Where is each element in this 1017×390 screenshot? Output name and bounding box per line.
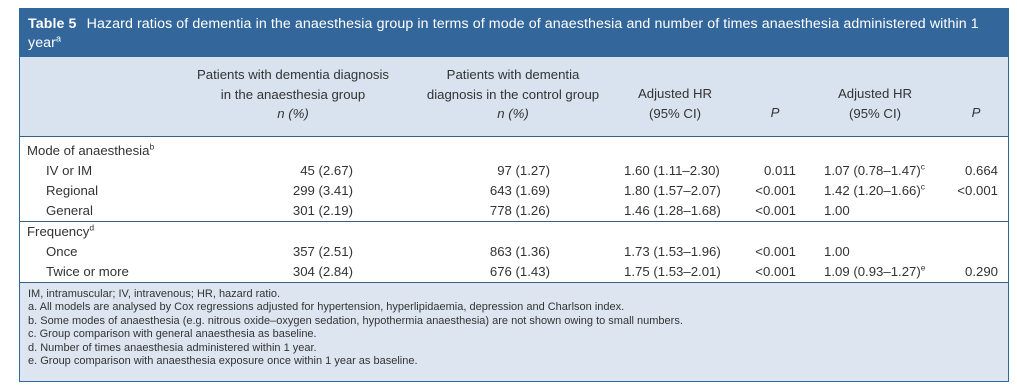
title-footnote-mark: a	[56, 33, 62, 44]
footnote-c: c. Group comparison with general anaesthesia as baseline.	[28, 328, 317, 341]
hr2-value: 1.00	[824, 244, 850, 259]
cell-control: 863 (1.36)	[489, 244, 550, 259]
cell-p1: <0.001	[755, 183, 796, 198]
footnote-abbreviations: IM, intramuscular; IV, intravenous; HR, hazard ratio.	[28, 288, 281, 300]
header-p-label: P	[770, 105, 780, 120]
cell-hr2	[824, 181, 925, 201]
hr2-footnote-mark: c	[920, 181, 926, 192]
row-label: General	[46, 203, 93, 218]
cell-p1: <0.001	[755, 203, 796, 218]
cell-p1: <0.001	[755, 244, 796, 259]
cell-anaesthesia: 301 (2.19)	[292, 203, 353, 218]
row-label: IV or IM	[46, 163, 93, 178]
footnote-b: b. Some modes of anaesthesia (e.g. nitrous oxide–oxygen sedation, hypothermia anaesthesia) are not shown owing to small numbers.	[28, 314, 683, 327]
footnote-a: a. All models are analysed by Cox regressions adjusted for hypertension, hyperlipidaemia, depression and Charlson index.	[28, 301, 625, 314]
table-title-text: Hazard ratios of dementia in the anaesthesia group in terms of mode of anaesthesia and number of times anaesthesia administered within 1 year	[28, 16, 979, 51]
header-p-2	[956, 103, 996, 123]
header-adjusted-hr-2	[815, 84, 935, 123]
cell-p2: <0.001	[957, 183, 998, 198]
row-label: Regional	[46, 183, 99, 198]
cell-p2: 0.290	[964, 264, 998, 279]
table-row	[20, 262, 1008, 282]
table-row	[20, 161, 1008, 181]
header-line: diagnosis in the control group	[426, 86, 600, 102]
header-control-group	[398, 65, 628, 124]
row-label: Twice or more	[46, 264, 129, 279]
cell-hr2	[824, 262, 926, 282]
header-line: (95% CI)	[648, 105, 702, 121]
cell-p2: 0.664	[964, 163, 998, 178]
header-line: Patients with dementia diagnosis	[196, 67, 390, 82]
section-footnote-mark: d	[89, 222, 95, 233]
section-header-mode	[20, 141, 1008, 161]
cell-hr1: 1.46 (1.28–1.68)	[624, 203, 721, 218]
cell-hr2	[824, 201, 850, 221]
section-label-text: Mode of anaesthesia	[27, 143, 150, 158]
header-line: (95% CI)	[848, 105, 902, 121]
results-table	[19, 8, 1009, 382]
hr2-value: 1.09 (0.93–1.27)	[824, 264, 921, 279]
header-adjusted-hr-1	[615, 84, 735, 123]
cell-anaesthesia: 357 (2.51)	[292, 244, 353, 259]
hr2-value: 1.00	[824, 203, 850, 218]
table-footnotes	[20, 282, 1008, 379]
hr2-footnote-mark: c	[920, 161, 926, 172]
cell-hr1: 1.60 (1.11–2.30)	[624, 163, 720, 178]
section-footnote-mark: b	[149, 141, 155, 152]
table-title	[20, 9, 1008, 57]
footnote-e: e. Group comparison with anaesthesia exposure once within 1 year as baseline.	[28, 355, 418, 368]
cell-p1: <0.001	[755, 264, 796, 279]
cell-hr1: 1.75 (1.53–2.01)	[624, 264, 721, 279]
table-row	[20, 201, 1008, 221]
row-label: Once	[46, 244, 78, 259]
hr2-footnote-mark: e	[920, 262, 926, 273]
cell-control: 643 (1.69)	[489, 183, 550, 198]
hr2-value: 1.42 (1.20–1.66)	[824, 183, 921, 198]
header-unit: n (%)	[277, 106, 309, 121]
header-unit: n (%)	[497, 106, 529, 121]
table-body	[20, 137, 1008, 282]
cell-anaesthesia: 299 (3.41)	[292, 183, 353, 198]
header-p-label: P	[971, 105, 981, 120]
section-label	[27, 141, 154, 161]
section-label	[27, 222, 94, 242]
table-row	[20, 242, 1008, 262]
header-anaesthesia-group	[168, 65, 418, 124]
hr2-value: 1.07 (0.78–1.47)	[824, 163, 921, 178]
section-label-text: Frequency	[27, 224, 90, 239]
cell-hr2	[824, 242, 850, 262]
table-number: Table 5	[28, 16, 77, 32]
header-line: Adjusted HR	[837, 86, 913, 101]
table-header	[20, 57, 1008, 137]
table-row	[20, 181, 1008, 201]
section-header-frequency	[20, 222, 1008, 242]
cell-anaesthesia: 45 (2.67)	[300, 163, 353, 178]
cell-anaesthesia: 304 (2.84)	[292, 264, 353, 279]
cell-hr1: 1.73 (1.53–1.96)	[624, 244, 721, 259]
cell-control: 676 (1.43)	[489, 264, 550, 279]
cell-hr2	[824, 161, 925, 181]
cell-p1: 0.011	[763, 163, 796, 178]
footnote-d: d. Number of times anaesthesia administered within 1 year.	[28, 341, 317, 354]
cell-control: 97 (1.27)	[497, 163, 550, 178]
header-p-1	[755, 103, 795, 123]
header-line: in the anaesthesia group	[220, 86, 366, 102]
cell-hr1: 1.80 (1.57–2.07)	[624, 183, 721, 198]
header-line: Adjusted HR	[637, 86, 713, 101]
header-line: Patients with dementia	[446, 67, 580, 82]
cell-control: 778 (1.26)	[489, 203, 550, 218]
